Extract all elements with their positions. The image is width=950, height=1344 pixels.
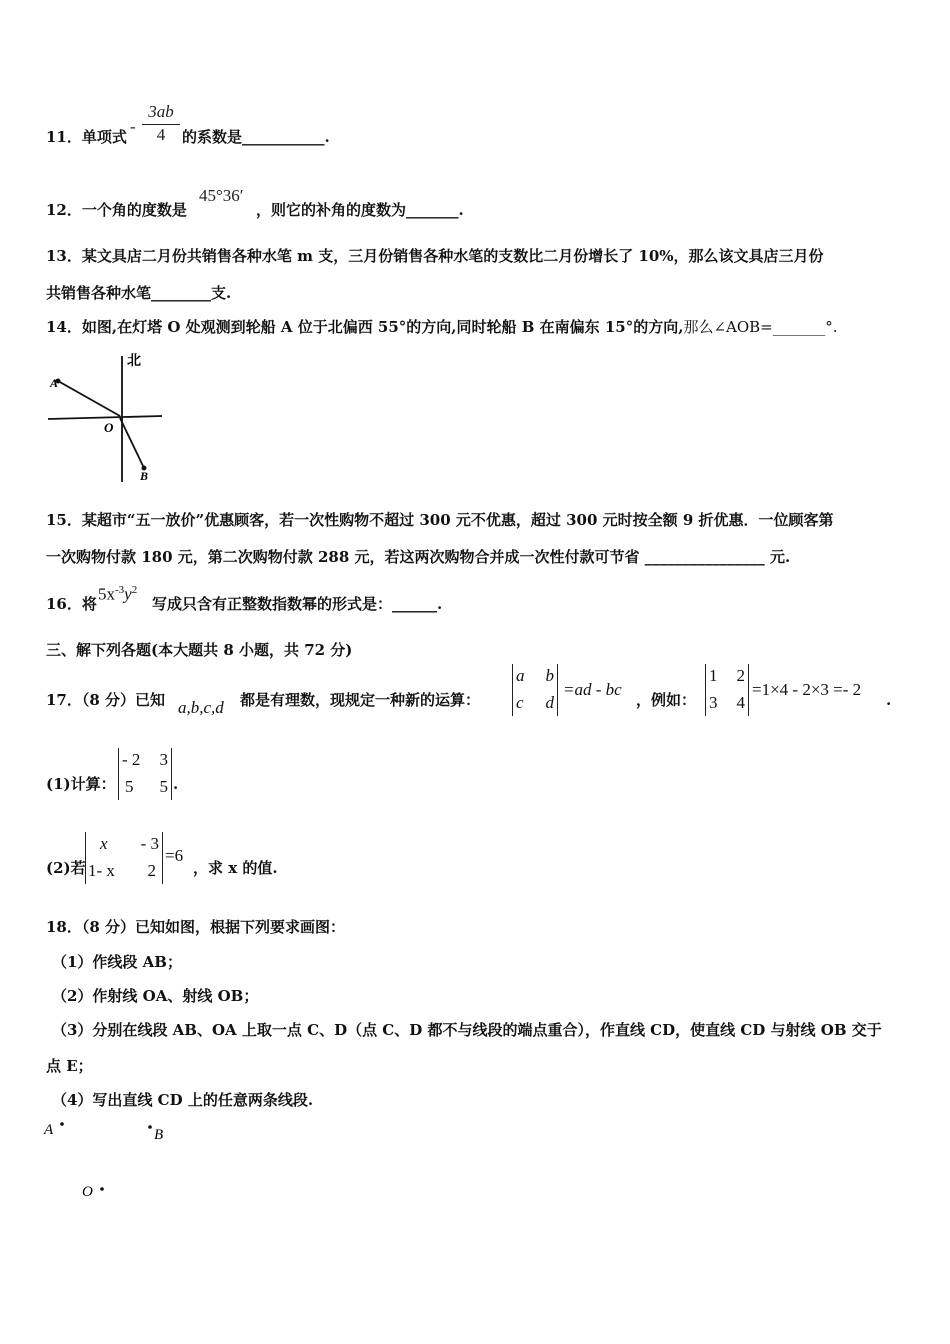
det-cell: - 3 — [140, 834, 159, 853]
q18-title: 18．（8 分）已知如图，根据下列要求画图： — [46, 918, 346, 936]
q16-expression — [98, 584, 137, 605]
q17-definition: =ad - bc — [563, 680, 622, 699]
q17-part1-tail: . — [173, 775, 179, 793]
q18-step3-line2: 点 E； — [46, 1057, 93, 1075]
q16-exp2: 2 — [131, 584, 138, 596]
q11-fraction — [142, 102, 180, 145]
q16-tail: 写成只含有正整数指数幂的形式是：______. — [152, 595, 443, 613]
q18-step3-line1: （3）分别在线段 AB、OA 上取一点 C、D（点 C、D 都不与线段的端点重合），作直线 CD，使直线 CD 与射线 OB 交于 — [52, 1021, 882, 1039]
q11-tail: 的系数是___________. — [182, 128, 330, 146]
det-cell: a — [516, 666, 525, 685]
q17-vars: a,b,c,d — [178, 698, 224, 717]
label-o: O — [82, 1184, 93, 1200]
det-cell: 2 — [147, 861, 156, 880]
q17-period: . — [886, 691, 892, 709]
det-cell: - 2 — [122, 750, 141, 769]
q17-part2-tail: ，求 x 的值. — [193, 859, 278, 877]
label-b: B — [154, 1127, 164, 1143]
det-cell: 2 — [736, 666, 745, 685]
det-cell: 4 — [736, 693, 745, 712]
q18-step2: （2）作射线 OA、射线 OB； — [52, 987, 259, 1005]
det-cell: x — [100, 834, 108, 853]
q17-example-value: =1×4 - 2×3 =- 2 — [752, 680, 862, 699]
det-cell: b — [545, 666, 554, 685]
q15-line2: 一次购物付款 180 元，第二次购物付款 288 元，若这两次购物合并成一次性付款可节省 ________________ 元. — [46, 548, 791, 566]
q16-y: y — [124, 584, 132, 604]
label-o: O — [104, 420, 114, 435]
det-cell: c — [516, 693, 524, 712]
q17-det-example — [705, 664, 749, 716]
q16-base: 5x — [98, 584, 115, 604]
q17-det-part2 — [85, 832, 163, 884]
q17-det-def — [512, 664, 558, 716]
q14-figure — [44, 348, 169, 488]
q17-part2-label: (2)若 — [46, 859, 86, 877]
label-a: A — [44, 1122, 54, 1138]
point-b — [148, 1125, 152, 1129]
label-a: A — [50, 376, 59, 390]
q14-text — [46, 317, 838, 337]
ray-oa — [58, 381, 120, 416]
q15-line1: 15．某超市“五一放价”优惠顾客，若一次性购物不超过 300 元不优惠，超过 300 元时按全额 9 折优惠．一位顾客第 — [46, 511, 834, 529]
det-cell: 3 — [159, 750, 168, 769]
q17-part2-value: =6 — [165, 846, 184, 865]
q11 — [46, 127, 127, 147]
det-cell: 5 — [125, 777, 134, 796]
q17-mid: 都是有理数，现规定一种新的运算： — [240, 691, 481, 709]
q18-step4: （4）写出直线 CD 上的任意两条线段. — [52, 1091, 314, 1109]
q17-part1-label: (1)计算： — [46, 775, 116, 793]
north-label: 北 — [127, 354, 141, 369]
det-cell: 1- x — [88, 861, 115, 880]
q11-frac-numerator: 3ab — [142, 102, 180, 125]
det-cell: 1 — [709, 666, 718, 685]
point-o — [100, 1187, 104, 1191]
q11-minus: - — [130, 117, 136, 136]
q14-body: 14．如图,在灯塔 O 处观测到轮船 A 位于北偏西 55°的方向,同时轮船 B 在南偏东 15°的方向, — [46, 318, 684, 336]
q11-frac-denominator: 4 — [156, 125, 166, 144]
q16-exp1: -3 — [115, 584, 125, 596]
q12-text: 12．一个角的度数是 — [46, 201, 187, 219]
q14-tail: 那么∠AOB=_______°. — [683, 318, 838, 336]
point-a — [60, 1122, 64, 1126]
q18-step1: （1）作线段 AB； — [52, 953, 182, 971]
q16-text: 16．将 — [46, 595, 97, 613]
label-b: B — [140, 469, 149, 483]
q11-number: 11．单项式 — [46, 128, 127, 146]
q13-line2: 共销售各种水笔________支. — [46, 284, 232, 302]
ray-ob — [120, 418, 144, 468]
q17-text: 17．（8 分）已知 — [46, 691, 166, 709]
q18-figure — [40, 1116, 190, 1206]
det-cell: d — [545, 693, 554, 712]
east-west-axis — [48, 416, 162, 419]
q17-example-label: ，例如： — [636, 691, 697, 709]
q12-tail: ，则它的补角的度数为_______. — [256, 201, 464, 219]
q13-line1: 13．某文具店二月份共销售各种水笔 m 支，三月份销售各种水笔的支数比二月份增长了 10%，那么该文具店三月份 — [46, 247, 824, 265]
det-cell: 5 — [159, 777, 168, 796]
q12-angle: 45°36′ — [199, 186, 244, 205]
det-cell: 3 — [709, 693, 718, 712]
section3-heading: 三、解下列各题(本大题共 8 小题，共 72 分) — [46, 641, 353, 659]
q17-det-part1 — [118, 748, 172, 800]
